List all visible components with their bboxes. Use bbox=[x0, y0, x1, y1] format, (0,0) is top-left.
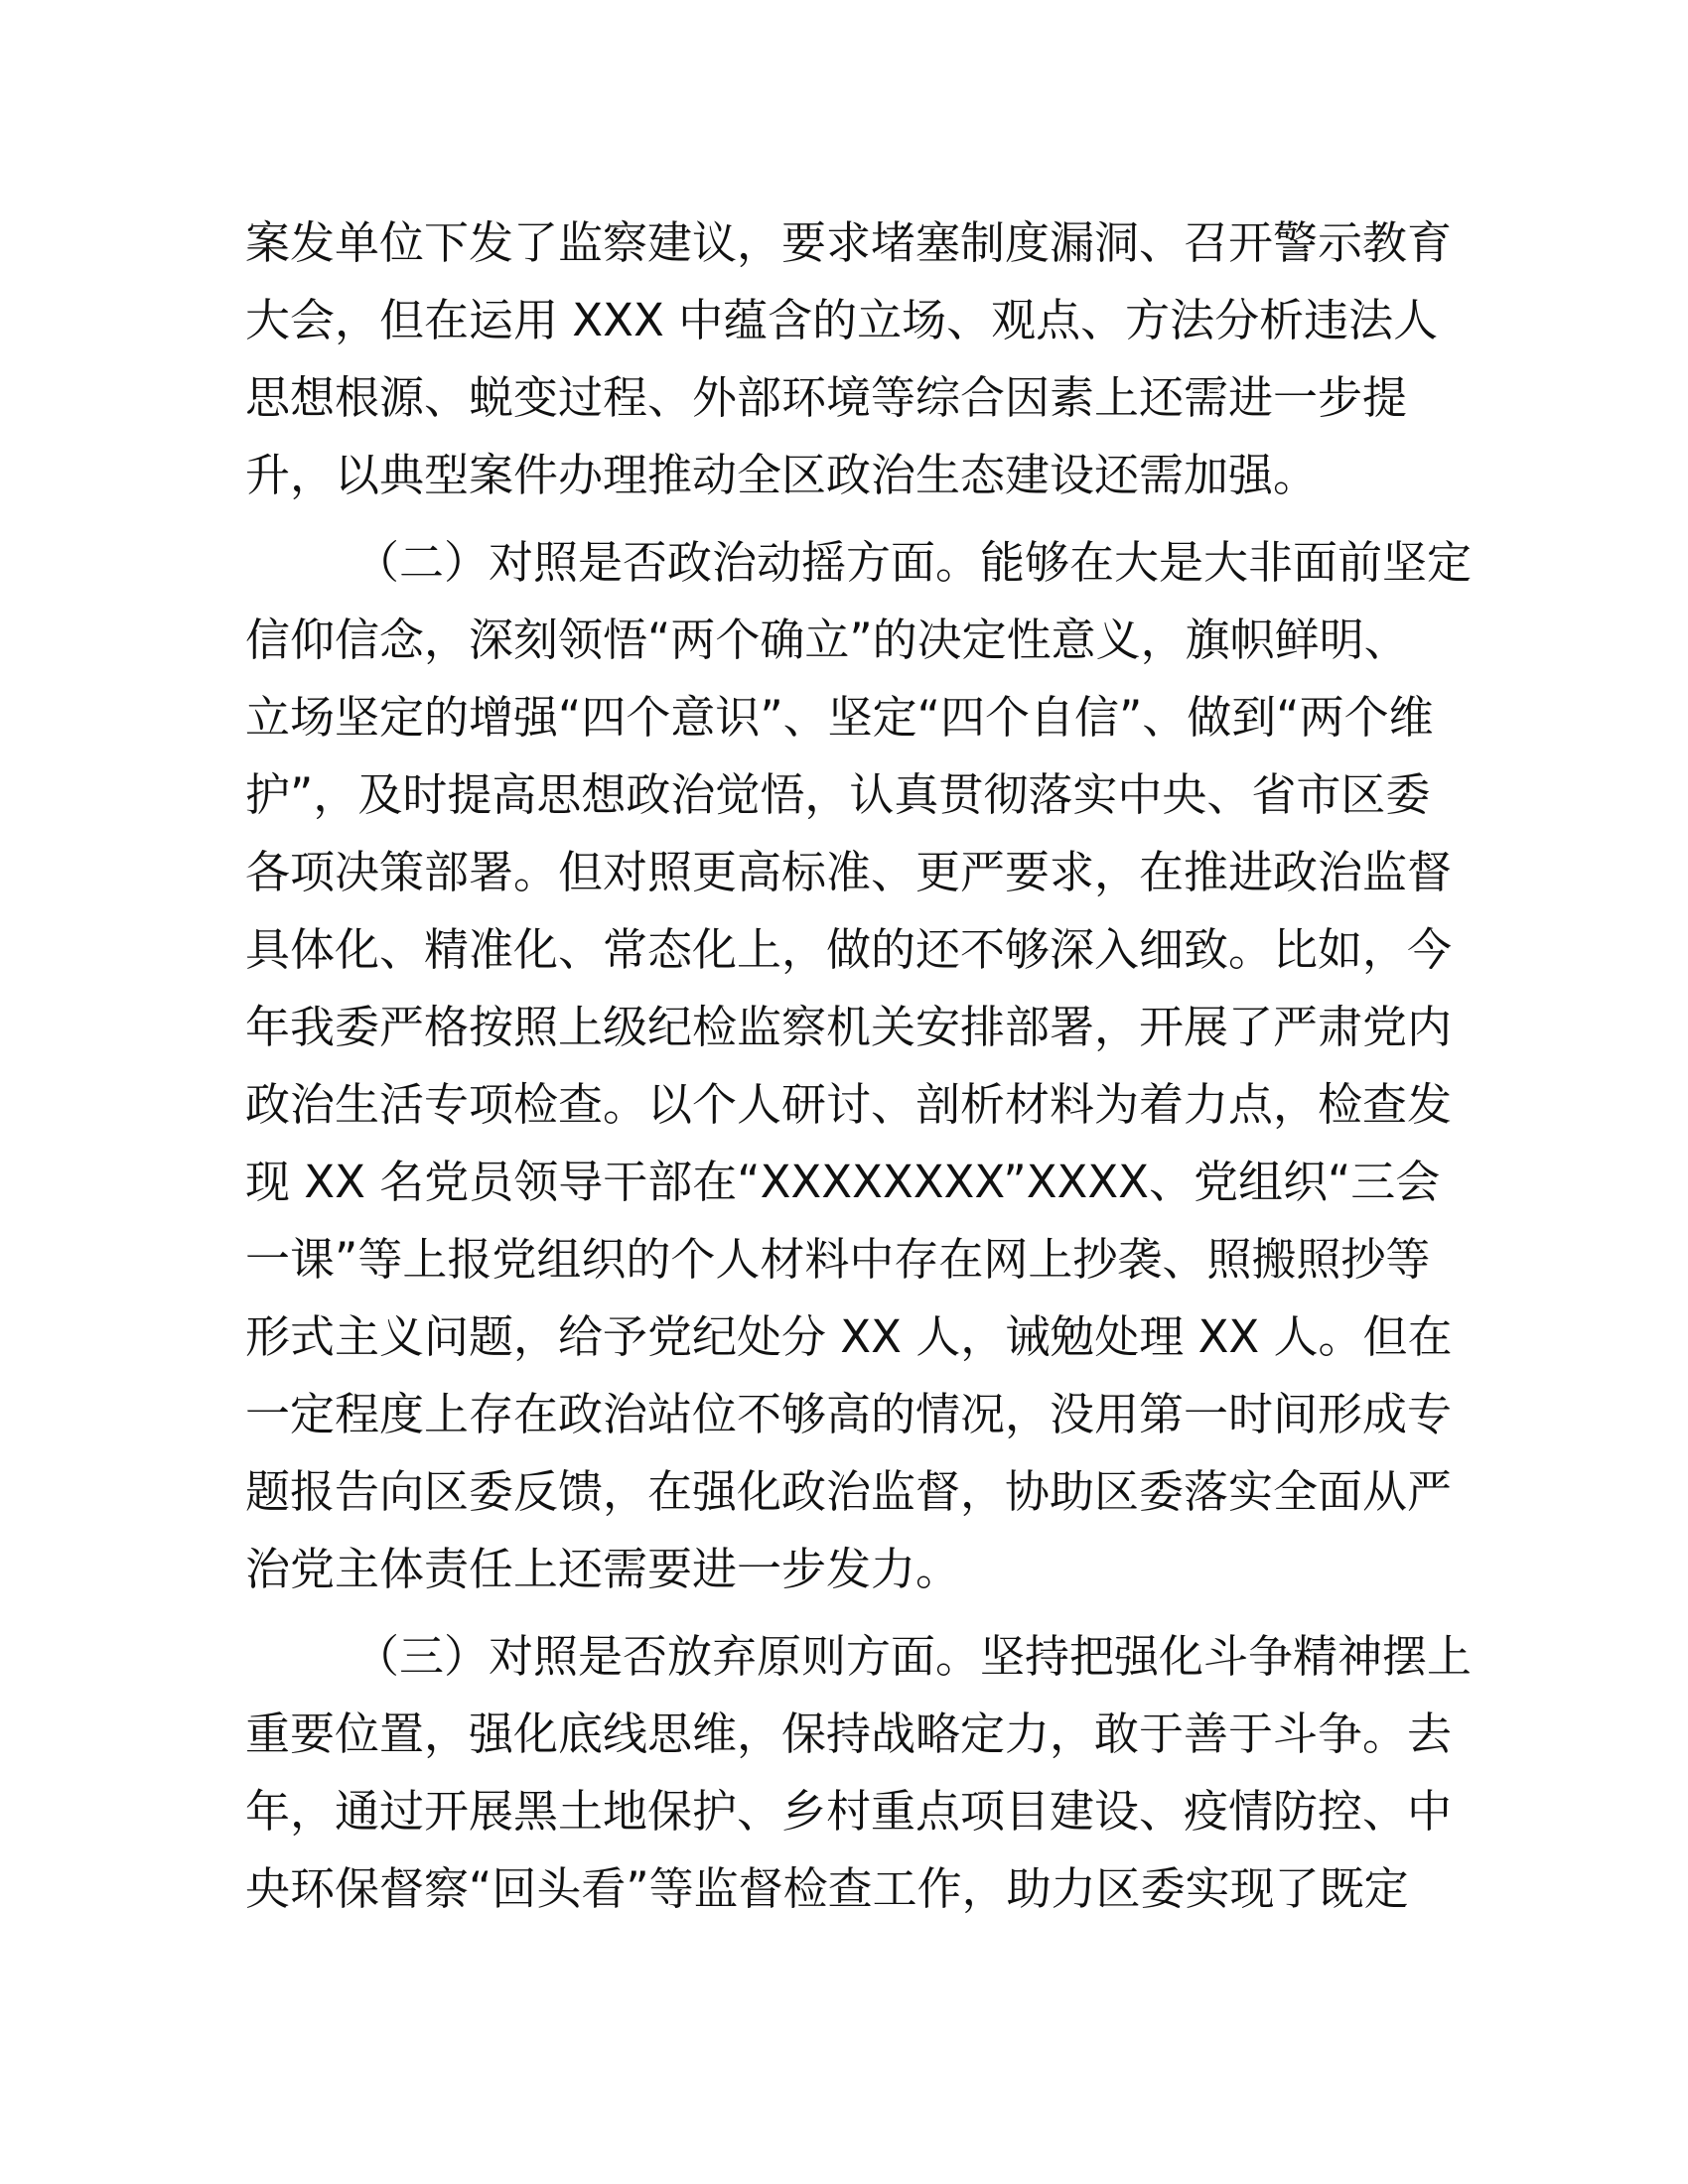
text-line: 升，以典型案件办理推动全区政治生态建设还需加强。 bbox=[245, 449, 1319, 501]
text-line: 立场坚定的增强“四个意识”、坚定“四个自信”、做到“两个维 bbox=[245, 691, 1434, 744]
text-line: （三）对照是否放弃原则方面。坚持把强化斗争精神摆上 bbox=[354, 1630, 1473, 1683]
text-line: 大会，但在运用 XXX 中蕴含的立场、观点、方法分析违法人 bbox=[245, 294, 1439, 346]
text-line: 护”，及时提高思想政治觉悟，认真贯彻落实中央、省市区委 bbox=[245, 768, 1431, 821]
document-body bbox=[245, 205, 1473, 1928]
text-line: 信仰信念，深刻领悟“两个确立”的决定性意义，旗帜鲜明、 bbox=[245, 614, 1409, 666]
text-line: 形式主义问题，给予党纪处分 XX 人，诫勉处理 XX 人。但在 bbox=[245, 1310, 1453, 1363]
text-line: （二）对照是否政治动摇方面。能够在大是大非面前坚定 bbox=[354, 536, 1473, 589]
text-line: 治党主体责任上还需要进一步发力。 bbox=[245, 1543, 961, 1595]
text-line: 重要位置，强化底线思维，保持战略定力，敢于善于斗争。去 bbox=[245, 1707, 1453, 1760]
text-line: 年我委严格按照上级纪检监察机关安排部署，开展了严肃党内 bbox=[245, 1001, 1453, 1053]
text-line: 案发单位下发了监察建议，要求堵塞制度漏洞、召开警示教育 bbox=[245, 216, 1453, 269]
text-line: 政治生活专项检查。以个人研讨、剖析材料为着力点，检查发 bbox=[245, 1078, 1453, 1131]
text-line: 央环保督察“回头看”等监督检查工作，助力区委实现了既定 bbox=[245, 1862, 1409, 1915]
text-line: 现 XX 名党员领导干部在“XXXXXXXX”XXXX、党组织“三会 bbox=[245, 1156, 1441, 1208]
text-line: 一课”等上报党组织的个人材料中存在网上抄袭、照搬照抄等 bbox=[245, 1233, 1431, 1286]
text-line: 题报告向区委反馈，在强化政治监督，协助区委落实全面从严 bbox=[245, 1465, 1453, 1518]
paragraph-3 bbox=[245, 1618, 1473, 1928]
text-line: 年，通过开展黑土地保护、乡村重点项目建设、疫情防控、中 bbox=[245, 1785, 1453, 1838]
text-line: 一定程度上存在政治站位不够高的情况，没用第一时间形成专 bbox=[245, 1388, 1453, 1440]
text-line: 思想根源、蜕变过程、外部环境等综合因素上还需进一步提 bbox=[245, 371, 1408, 424]
paragraph-2 bbox=[245, 524, 1473, 1608]
paragraph-1 bbox=[245, 205, 1453, 514]
text-line: 具体化、精准化、常态化上，做的还不够深入细致。比如，今 bbox=[245, 923, 1453, 976]
text-line: 各项决策部署。但对照更高标准、更严要求，在推进政治监督 bbox=[245, 846, 1453, 898]
